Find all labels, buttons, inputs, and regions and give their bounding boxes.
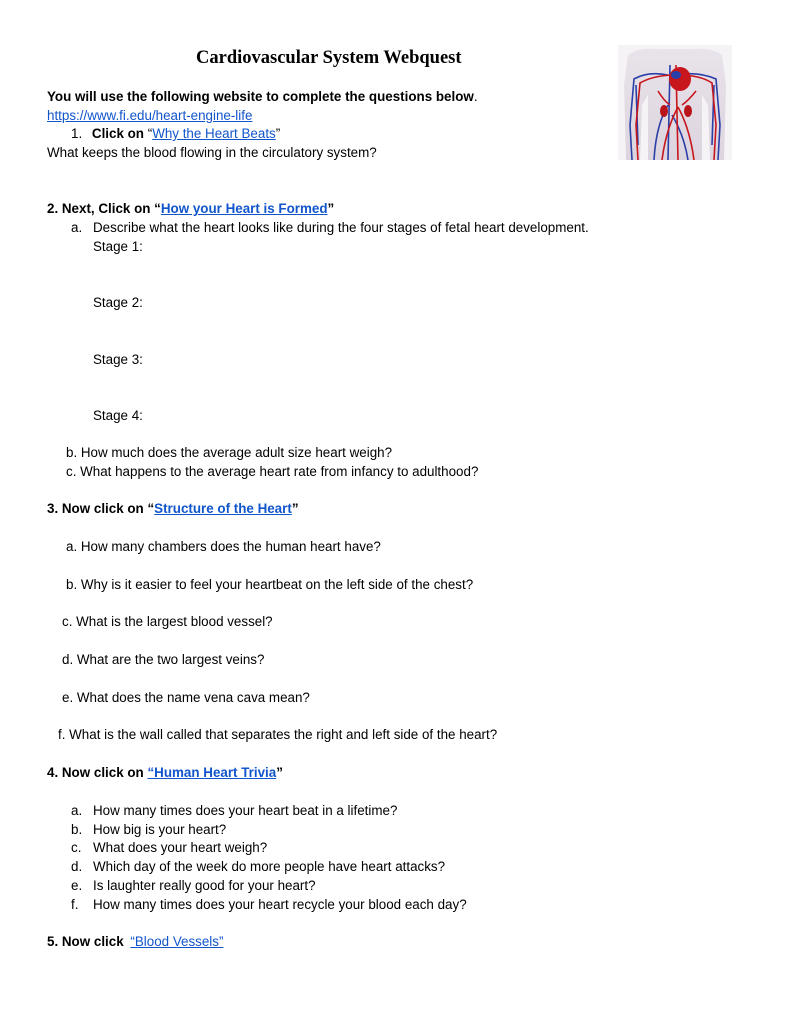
q1-question: What keeps the blood flowing in the circulatory system? — [47, 145, 377, 160]
list-item-label: b. — [71, 822, 83, 837]
q4-close-quote: ” — [276, 765, 283, 780]
circulatory-system-illustration — [618, 45, 732, 160]
list-item-text: What does your heart weigh? — [93, 840, 268, 855]
q3e-question: e. What does the name vena cava mean? — [62, 690, 310, 705]
q2a-label: a. — [71, 220, 83, 235]
q2-heading — [47, 201, 334, 217]
list-item-label: f. — [71, 897, 79, 912]
q5-heading — [47, 934, 223, 950]
blood-vessels-link[interactable]: “Blood Vessels” — [130, 934, 224, 949]
stage-4-label: Stage 4: — [93, 408, 143, 423]
circulatory-system-image — [618, 45, 732, 160]
intro-text: You will use the following website to complete the questions below — [47, 89, 474, 104]
list-item-text: How big is your heart? — [93, 822, 227, 837]
page-title: Cardiovascular System Webquest — [196, 48, 462, 68]
list-item-text: How many times does your heart recycle your blood each day? — [93, 897, 467, 912]
list-item-label: d. — [71, 859, 83, 874]
q1-open-quote: “ — [144, 126, 153, 141]
q3-close-quote: ” — [291, 501, 299, 516]
q3-heading — [47, 501, 299, 517]
website-link[interactable]: https://www.fi.edu/heart-engine-life — [47, 108, 253, 123]
q2-prefix: 2. Next, Click on “ — [47, 201, 161, 216]
list-item-text: Is laughter really good for your heart? — [93, 878, 316, 893]
list-item-text: How many times does your heart beat in a lifetime? — [93, 803, 398, 818]
intro-period: . — [473, 89, 478, 104]
q1-close-quote: ” — [275, 126, 281, 141]
q3-prefix: 3. Now click on “ — [47, 501, 155, 516]
q2-close-quote: ” — [327, 201, 335, 216]
intro-instruction — [47, 89, 478, 105]
list-item-text: Which day of the week do more people have heart attacks? — [93, 859, 446, 874]
list-item-label: e. — [71, 878, 83, 893]
q1-number: 1. — [71, 126, 83, 141]
q5-prefix: 5. Now click — [47, 934, 128, 949]
q3c-question: c. What is the largest blood vessel? — [62, 614, 273, 629]
why-the-heart-beats-link[interactable]: Why the Heart Beats — [152, 126, 276, 141]
stage-3-label: Stage 3: — [93, 352, 143, 367]
q2c-question: c. What happens to the average heart rate from infancy to adulthood? — [66, 464, 479, 479]
q4-prefix: 4. Now click on — [47, 765, 148, 780]
q2a-text: Describe what the heart looks like during the four stages of fetal heart development. — [93, 220, 589, 235]
q3a-question: a. How many chambers does the human heart have? — [66, 539, 381, 554]
q1-prefix: Click on — [91, 126, 144, 141]
list-item-label: c. — [71, 840, 82, 855]
q2b-question: b. How much does the average adult size heart weigh? — [66, 445, 393, 460]
human-heart-trivia-link[interactable]: “Human Heart Trivia — [147, 765, 277, 780]
q3d-question: d. What are the two largest veins? — [62, 652, 265, 667]
q4-heading — [47, 765, 283, 781]
stage-1-label: Stage 1: — [93, 239, 143, 254]
how-your-heart-is-formed-link[interactable]: How your Heart is Formed — [160, 201, 328, 216]
list-item-label: a. — [71, 803, 83, 818]
stage-2-label: Stage 2: — [93, 295, 143, 310]
q3b-question: b. Why is it easier to feel your heartbeat on the left side of the chest? — [66, 577, 474, 592]
q3f-question: f. What is the wall called that separates the right and left side of the heart? — [58, 727, 498, 742]
q1-line — [71, 126, 280, 142]
structure-of-the-heart-link[interactable]: Structure of the Heart — [154, 501, 292, 516]
